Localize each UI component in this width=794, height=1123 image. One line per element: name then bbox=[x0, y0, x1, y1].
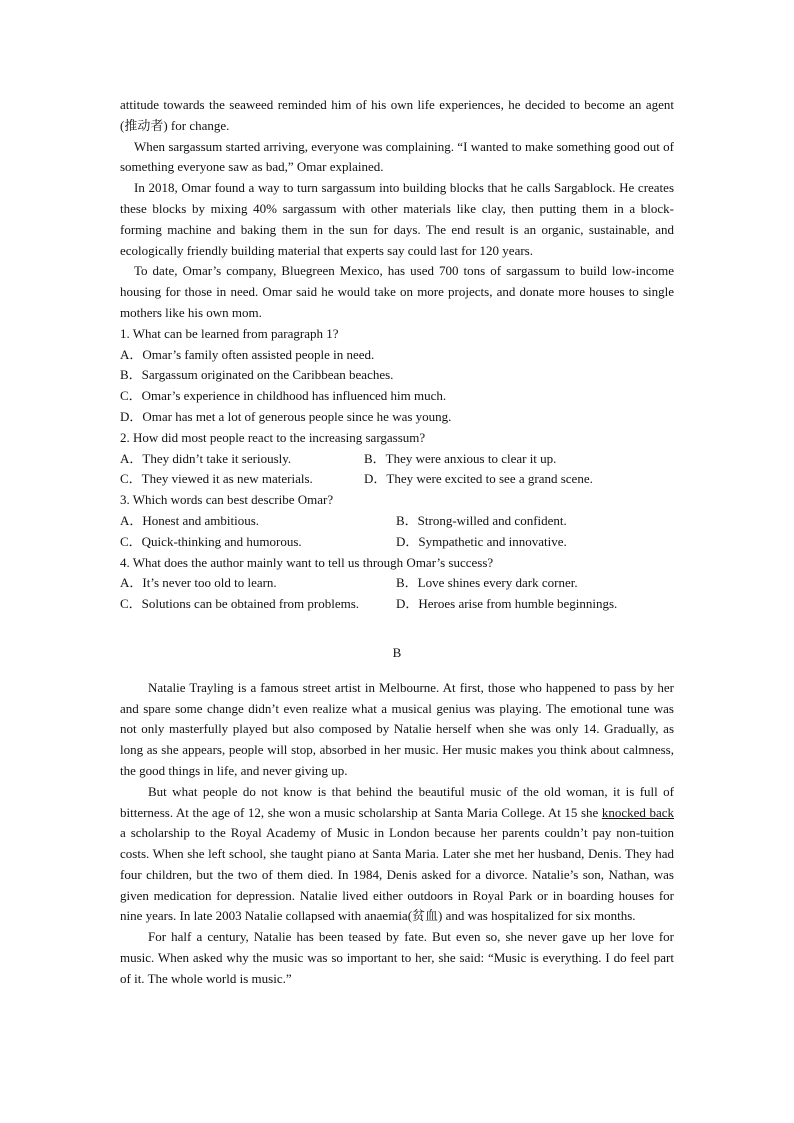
question-1 bbox=[120, 324, 674, 428]
option-d: D．They were excited to see a grand scene. bbox=[364, 471, 593, 487]
option-row bbox=[120, 449, 674, 470]
option-a: A．They didn’t take it seriously. bbox=[120, 450, 292, 466]
option-a: A．Honest and ambitious. bbox=[120, 512, 260, 528]
paragraph-text: a scholarship to the Royal Academy of Music in London because her parents couldn’t pay non-tuition costs. When she left school, she taught piano at Santa Maria. Later she met her husband, Denis. They had four children, but the two of them died. In 1984, Denis asked for a divorce. Natalie’s son, Nathan, was given medication for depression. Natalie lived either outdoors in Royal Park or in boarding houses for nine years. In late 2003 Natalie collapsed with anaemia(贫血) and was hospitalized for six months. bbox=[120, 825, 674, 924]
option-b: B．They were anxious to clear it up. bbox=[364, 450, 557, 466]
question-4 bbox=[120, 553, 674, 615]
question-stem: 4. What does the author mainly want to tell us through Omar’s success? bbox=[120, 554, 494, 570]
passage-b-paragraph-2 bbox=[120, 782, 674, 928]
section-b-heading: B bbox=[392, 644, 402, 660]
option-d: D．Omar has met a lot of generous people since he was young. bbox=[120, 408, 452, 424]
option-d: D．Sympathetic and innovative. bbox=[396, 533, 567, 549]
passage-b-paragraph-1: Natalie Trayling is a famous street artist in Melbourne. At first, those who happened to pass by her and spare some change didn’t even realize what a musical genius was playing. The emotional tune was not only masterfully played but also composed by Natalie herself when she was only 14. Gradually, as long as she appears, people will stop, absorbed in her music. Her music makes you think about calmness, the good things in life, and never giving up. bbox=[120, 679, 674, 778]
question-2 bbox=[120, 428, 674, 490]
option-c: C．Solutions can be obtained from problems. bbox=[120, 596, 360, 612]
passage-b-paragraph-3: For half a century, Natalie has been teased by fate. But even so, she never gave up her love for music. When asked why the music was so important to her, she said: “Music is everything. I do feel part of it. The whole world is music.” bbox=[120, 929, 674, 986]
option-d: D．Heroes arise from humble beginnings. bbox=[396, 596, 618, 612]
option-c: C．They viewed it as new materials. bbox=[120, 471, 313, 487]
passage-a-paragraph-3: To date, Omar’s company, Bluegreen Mexico, has used 700 tons of sargassum to build low-income housing for those in need. Omar said he would take on more projects, and donate more houses to single mothers like his own mom. bbox=[120, 263, 674, 320]
option-a: A．It’s never too old to learn. bbox=[120, 575, 277, 591]
underlined-phrase: knocked back bbox=[601, 804, 674, 820]
option-row bbox=[120, 511, 674, 532]
option-c: C．Omar’s experience in childhood has influenced him much. bbox=[120, 388, 447, 404]
option-row bbox=[120, 532, 674, 553]
option-b: B．Love shines every dark corner. bbox=[396, 575, 578, 591]
passage-a-paragraph-0: attitude towards the seaweed reminded him of his own life experiences, he decided to become an agent (推动者) for change. bbox=[120, 97, 674, 133]
question-3 bbox=[120, 490, 674, 552]
option-row bbox=[120, 469, 674, 490]
passage-a-paragraph-1: When sargassum started arriving, everyone was complaining. “I wanted to make something good out of something everyone saw as bad,” Omar explained. bbox=[120, 138, 674, 175]
option-b: B．Sargassum originated on the Caribbean beaches. bbox=[120, 367, 394, 383]
option-a: A．Omar’s family often assisted people in need. bbox=[120, 346, 375, 362]
paragraph-text: But what people do not know is that behind the beautiful music of the old woman, it is full of bitterness. At the age of 12, she won a music scholarship at Santa Maria College. At 15 she bbox=[120, 783, 674, 820]
question-stem: 2. How did most people react to the increasing sargassum? bbox=[120, 429, 426, 445]
option-row bbox=[120, 594, 674, 615]
option-row bbox=[120, 573, 674, 594]
document-page bbox=[120, 95, 674, 990]
option-c: C．Quick-thinking and humorous. bbox=[120, 533, 302, 549]
option-b: B．Strong-willed and confident. bbox=[396, 512, 567, 528]
question-stem: 1. What can be learned from paragraph 1? bbox=[120, 325, 339, 341]
passage-a-paragraph-2: In 2018, Omar found a way to turn sargassum into building blocks that he calls Sargablock. He creates these blocks by mixing 40% sargassum with other materials like clay, then putting them in a block-forming machine and baking them in the sun for days. The end result is an organic, sustainable, and ecologically friendly building material that experts say could last for 120 years. bbox=[120, 180, 674, 258]
question-stem: 3. Which words can best describe Omar? bbox=[120, 492, 334, 508]
